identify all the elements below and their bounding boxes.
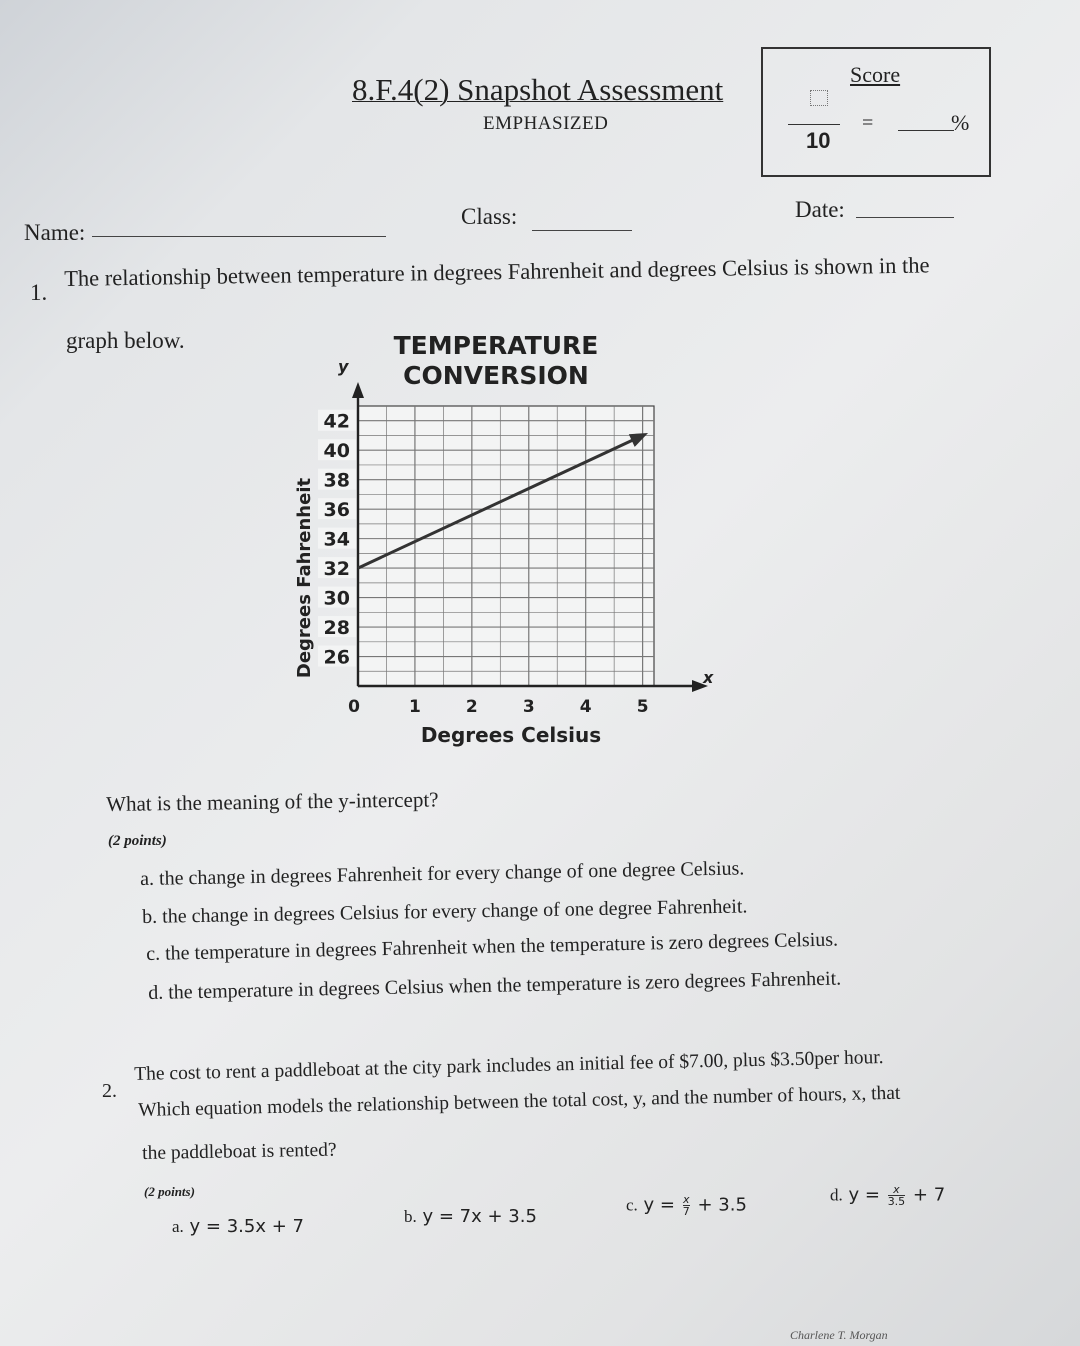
chart-y-tick-label: 42 (323, 410, 350, 433)
class-field[interactable] (532, 230, 632, 231)
q2-option-b-text: y = 7x + 3.5 (422, 1206, 537, 1227)
q2-option-b[interactable] (404, 1206, 537, 1227)
q1-number: 1. (30, 280, 48, 305)
q2-option-c-letter: c. (626, 1195, 638, 1215)
chart-y-tick-label: 36 (323, 499, 350, 522)
chart-y-tick-label: 30 (323, 587, 350, 610)
q2-option-d-suffix: + 7 (912, 1184, 946, 1206)
name-label: Name: (24, 220, 86, 245)
chart-x-label: Degrees Celsius (420, 723, 602, 747)
date-field[interactable] (856, 217, 954, 218)
q2-text-line3: the paddleboat is rented? (142, 1139, 337, 1164)
name-field[interactable] (92, 236, 386, 237)
chart-x-tick-label: 2 (465, 697, 478, 717)
q2-option-c-num: x (682, 1193, 690, 1206)
q2-option-d-den: 3.5 (887, 1195, 906, 1208)
q1-option-c[interactable] (146, 929, 838, 966)
q2-text-line1: The cost to rent a paddleboat at the city park includes an initial fee of $7.00, plus $3.50per hour. (134, 1046, 884, 1085)
q2-option-c[interactable] (626, 1194, 747, 1217)
q1-option-d-letter: d. (148, 981, 164, 1004)
score-label: Score (850, 62, 901, 87)
score-equals: = (862, 112, 874, 134)
q1-option-b-letter: b. (142, 905, 158, 928)
q2-option-d-letter: d. (830, 1185, 843, 1205)
chart-y-tick-label: 26 (323, 646, 350, 669)
chart-y-label: Degrees Fahrenheit (294, 477, 315, 679)
score-denominator: 10 (806, 128, 831, 153)
q2-option-a[interactable] (172, 1216, 304, 1237)
q2-option-b-letter: b. (404, 1207, 417, 1226)
chart-x-axis-letter: x (703, 668, 714, 687)
q2-points: (2 points) (144, 1184, 195, 1199)
q1-option-a[interactable] (140, 857, 745, 891)
q2-option-d-num: x (888, 1184, 906, 1196)
q2-text-line2: Which equation models the relationship between the total cost, y, and the number of hours, x, that (138, 1082, 901, 1121)
q2-number: 2. (102, 1080, 117, 1102)
class-label: Class: (461, 204, 518, 229)
q2-option-c-den: 7 (682, 1205, 690, 1218)
page-title: 8.F.4(2) Snapshot Assessment (352, 72, 724, 107)
temperature-chart (280, 330, 750, 750)
signature: Charlene T. Morgan (790, 1328, 888, 1342)
q1-points: (2 points) (108, 833, 167, 849)
chart-y-axis-arrow (352, 382, 364, 398)
q2-option-a-letter: a. (172, 1217, 184, 1236)
q1-option-c-text: the temperature in degrees Fahrenheit when the temperature is zero degrees Celsius. (164, 928, 839, 965)
chart-y-tick-label: 28 (323, 617, 350, 640)
chart-x-tick-label: 4 (579, 697, 592, 717)
q2-option-c-prefix: y = (643, 1194, 675, 1216)
q1-text-line1: The relationship between temperature in degrees Fahrenheit and degrees Celsius is shown in the (64, 252, 930, 291)
chart-y-tick-label: 32 (323, 558, 350, 581)
score-fraction-bar (788, 124, 840, 125)
chart-x-tick-label: 1 (409, 697, 421, 717)
score-numerator-box[interactable] (810, 90, 828, 106)
date-label: Date: (795, 197, 845, 222)
chart-x-tick-label: 5 (636, 697, 649, 717)
q1-text-line2: graph below. (66, 328, 185, 353)
chart-title-line2: CONVERSION (403, 361, 589, 390)
chart-title-line1: TEMPERATURE (393, 331, 599, 360)
q1-option-b[interactable] (142, 895, 748, 929)
q1-option-d-text: the temperature in degrees Celsius when the temperature is zero degrees Fahrenheit. (167, 967, 842, 1004)
q2-option-c-fraction (683, 1194, 690, 1217)
q1-question: What is the meaning of the y-intercept? (106, 787, 439, 816)
chart-y-tick-label: 40 (323, 440, 350, 463)
chart-origin-label: 0 (348, 697, 360, 717)
chart-y-tick-label: 38 (323, 469, 350, 492)
q2-option-a-text: y = 3.5x + 7 (189, 1216, 304, 1237)
q1-option-a-text: the change in degrees Fahrenheit for every change of one degree Celsius. (158, 857, 745, 890)
q1-option-b-text: the change in degrees Celsius for every change of one degree Fahrenheit. (161, 895, 748, 928)
q2-option-d-fraction (888, 1184, 906, 1207)
score-percent-blank[interactable] (898, 130, 954, 131)
q2-option-d-prefix: y = (848, 1184, 880, 1206)
page-subtitle: EMPHASIZED (483, 113, 609, 134)
q2-option-c-suffix: + 3.5 (697, 1194, 747, 1216)
q1-option-a-letter: a. (140, 867, 155, 890)
q2-option-d[interactable] (830, 1184, 945, 1207)
chart-y-tick-label: 34 (323, 528, 350, 551)
score-percent-sign: % (951, 110, 970, 135)
chart-x-tick-label: 3 (522, 697, 535, 717)
chart-y-axis-letter: y (338, 357, 349, 376)
q1-option-d[interactable] (148, 967, 841, 1005)
q1-option-c-letter: c. (146, 942, 161, 965)
